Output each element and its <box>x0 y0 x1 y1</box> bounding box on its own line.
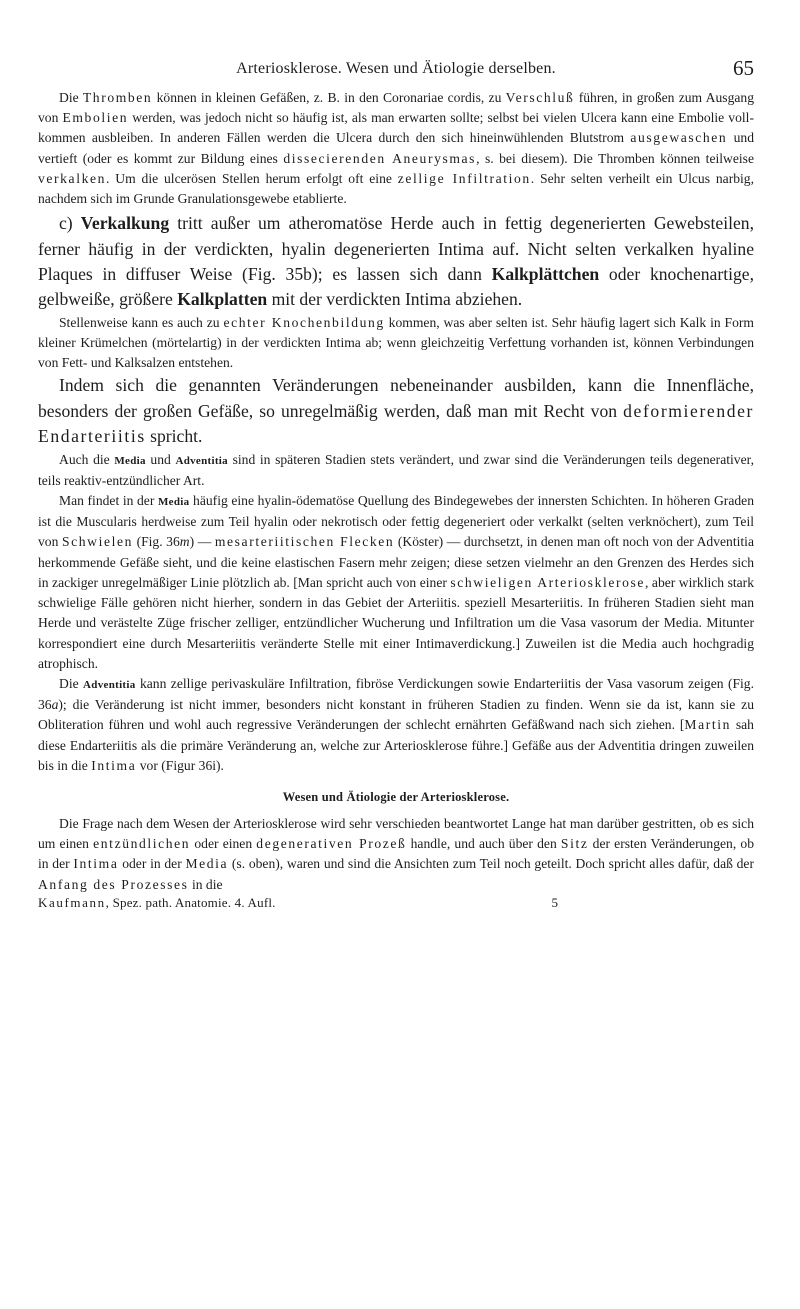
footer-edition: , Spez. path. Anatomie. 4. Aufl. <box>105 894 276 910</box>
running-title: Arteriosklerose. Wesen und Ätiologie derselben. <box>236 60 556 77</box>
paragraph-media: Man findet in der Media häufig eine hyalin-ödematöse Quellung des Bindegewebes der innersten Schichten. In höheren Graden ist die Muscularis herdweise zum Teil hyalin oder nekrotisch oder fettig degeneriert oder verkalkt (selten verknöchert), zum Teil von Schwielen (Fig. 36m) — mesarteriitischen Flecken (Köster) — durchsetzt, in denen man oft noch von der Adventitia herkommende Gefäße sieht, und die keine elastischen Fasern mehr zeigen; diese setzen vielmehr an den Grenzen des Herdes sich in zackiger unregelmäßiger Linie plötzlich ab. [Man spricht auch von einer schwieligen Arteriosklerose, aber wirklich stark schwielige Fälle gehören nicht hierher, sondern in das Gebiet der Arteriitis. speziell Mesarteriitis. In früheren Stadien sieht man Herde und verästelte Züge frischer zelliger, entzündlicher Wucherung und Infiltration um die Vasa vasorum der Media. Mitunter korrespondiert eine durch Mesarteriitis veränderte Stelle mit einer Intimaverdickung.] Zuweilen ist die Media auch hochgradig atrophisch. <box>38 493 754 671</box>
running-header <box>38 56 754 82</box>
paragraph-media-adventitia: Auch die Media und Adventitia sind in späteren Stadien stets verändert, und zwar sind die Veränderungen teils degenerativer, teils reaktiv-entzündlicher Art. <box>38 451 754 488</box>
section-heading: Wesen und Ätiologie der Arteriosklerose. <box>282 789 510 804</box>
footer-citation <box>38 895 276 911</box>
paragraph-knochenbildung: Stellenweise kann es auch zu echter Knochenbildung kommen, was aber selten ist. Sehr häufig lagert sich Kalk in Form kleiner Krümelchen (mörtelartig) in der verdickten Intima ab; wenn gleichzeitig Verfettung vorhanden ist, können Verbindungen von Fett- und Kalksalzen entstehen. <box>38 314 754 371</box>
paragraph-deformierende-endarteriitis: Indem sich die genannten Veränderungen nebeneinander ausbilden, kann die Innenfläche, besonders der großen Gefäße, so unregelmäßig werden, daß man mit Recht von deformierender Endarteriitis spricht. <box>38 375 754 447</box>
footer-author: Kaufmann <box>38 894 106 910</box>
paragraph-thromben: Die Thromben können in kleinen Gefäßen, z. B. in den Coronariae cordis, zu Verschluß führen, in großen zum Ausgang von Embolien werden, was jedoch nicht so häufig ist, als man erwarten sollte; selbst bei vielen Ulcera kann eine Embolie vollkommen ausbleiben. In anderen Fällen werden die Ulcera durch den sich hineinwühlenden Blutstrom ausgewaschen und vertieft (oder es kommt zur Bildung eines dissecierenden Aneurysmas, s. bei diesem). Die Thromben können teilweise verkalken. Um die ulcerösen Stellen herum erfolgt oft eine zellige Infiltration. Sehr selten verheilt ein Ulcus narbig, nachdem sich im Grunde Granulationsgewebe etablierte. <box>38 90 754 207</box>
signature-mark: 5 <box>551 894 558 910</box>
paragraph-wesen: Die Frage nach dem Wesen der Arteriosklerose wird sehr verschieden beantwortet Lange hat man darüber gestritten, ob es sich um einen entzündlichen oder einen degenerativen Prozeß handle, und auch über den Sitz der ersten Veränderungen, ob in der Intima oder in der Media (s. oben), waren und sind die Ansichten zum Teil noch geteilt. Doch spricht alles dafür, daß der Anfang des Prozesses in die <box>38 815 754 892</box>
page-footer <box>38 895 754 911</box>
paragraph-adventitia: Die Adventitia kann zellige perivaskuläre Infiltration, fibröse Verdickungen sowie Endarteriitis der Vasa vasorum zeigen (Fig. 36a); die Veränderung ist nicht immer, besonders nicht konstant in früheren Stadien zu finden. Wenn sie da ist, kann sie zu Obliteration führen und wohl auch regressive Veränderungen der schlecht ernährten Gefäßwand nach sich ziehen. [Martin sah diese Endarteriitis als die primäre Veränderung an, welche zur Arteriosklerose führe.] Gefäße aus der Adventitia dringen zuweilen bis in die Intima vor (Figur 36i). <box>38 675 754 773</box>
page-number: 65 <box>733 56 754 80</box>
paragraph-verkalkung: c) Verkalkung tritt außer um atheromatöse Herde auch in fettig degenerierten Gewebsteilen, ferner häufig in der verdickten, hyalin degenerierten Intima auf. Nicht selten verkalken hyaline Plaques in diffuser Weise (Fig. 35b); es lassen sich dann Kalkplättchen oder knochenartige, gelbweiße, größere Kalkplatten mit der verdickten Intima abziehen. <box>38 213 754 310</box>
book-page <box>38 56 754 911</box>
